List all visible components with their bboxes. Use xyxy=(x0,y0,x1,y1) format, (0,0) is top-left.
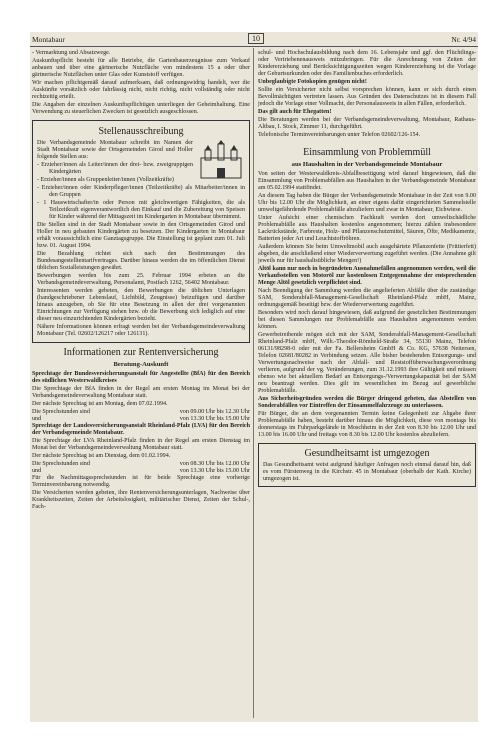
hours-label: und xyxy=(32,468,42,474)
rente-title: Informationen zur Rentenversicherung xyxy=(63,347,219,358)
problem-para: Altöl kann nur noch in begründeten Ausnahmefällen angenommen werden, weil die Verkaufsstellen von Motoröl zur kostenlosen Entgegennahme der entsprechenden Menge Altöl gesetzlich verpflichtet sind. xyxy=(258,266,476,286)
gesund-para: Das Gesundheitsamt weist aufgrund häufiger Anfragen noch einmal darauf hin, daß es vom Fürstenweg in die Kirchstr. 45 in Montabaur (oberhalb der Kath. Kirche) umgezogen ist. xyxy=(263,462,471,482)
problem-para: Unter Aufsicht einer chemischen Fachkraft werden dort umweltschädliche Problemabfälle aus Haushalten kostenlos angenommen; hierzu zählen insbesondere Lackrückstände, Farbreste, Holz- und Pflanzenschutzmittel, Säuren, Öfte, Medikamente, Batterien jeder Art und Leuchtstoffröhren. xyxy=(258,215,476,242)
stellen-para: Nähere Informationen können erfragt werden bei der Verbandsgemeindeverwaltung Montabaur (Tel. 02602/126217 oder 126131). xyxy=(37,324,245,337)
stellen-item: - 1 Hauswirtschafter/in oder Person mit gleichwertigen Fähigkeiten, die als Teilzeitkraft eigenverantwortlich den Einkauf und die Zubereitung von Speisen für Kinder während der Mittagszeit im Kindergarten in Montabaur übernimmt. xyxy=(37,200,245,220)
hours-row xyxy=(32,468,250,475)
hours-value: von 09.00 Uhr bis 12.30 Uhr xyxy=(179,409,250,415)
stellen-item: - Erzieher/innen oder Kinderpfleger/innen (Teilzeitkräfte) als Mitarbeiter/innen in den Gruppen xyxy=(37,185,245,198)
rente-heading: Sprechtage der Landesversicherungsanstalt Rheinland-Pfalz (LVA) für den Bereich der Verbandsgemeinde Montabaur. xyxy=(32,423,250,436)
problem-para: Besonders wird noch darauf hingewiesen, daß aufgrund der gesetzlichen Bestimmungen bei diesen Sammlungen nur Problemabfälle aus Haushalten angenommen werden können. xyxy=(258,310,476,330)
page-header xyxy=(30,32,478,47)
gesund-title: Gesundheitsamt ist umgezogen xyxy=(304,448,430,459)
fotokopie-heading: Unbeglaubigte Fotokopien genügen nicht! xyxy=(258,79,367,85)
hours-row xyxy=(32,461,250,468)
left-column xyxy=(32,50,250,512)
rente-para: Die Versicherten werden gebeten, ihre Rentenversicherungsunterlagen, Nachweise über Krankheitszeiten, Zeiten der Arbeitslosigkeit, militärischer Dienst, Zeiten der Schul-, Fach- xyxy=(32,490,250,510)
intro-para: - Vermarktung und Absatzwege. xyxy=(32,50,111,56)
header-page-number: 10 xyxy=(248,33,264,44)
hours-label: und xyxy=(32,416,42,422)
hours-label: Die Sprechstunden sind xyxy=(32,409,90,415)
header-issue: Nr. 4/94 xyxy=(451,35,476,44)
intro-para: Die Angaben der einzelnen Auskunftspflichtigen unterliegen der Geheimhaltung. Eine Verwendung zu steuerlichen Zwecken ist gesetzlich ausgeschlossen. xyxy=(32,102,250,115)
rente-para: Die Sprechtage der BfA finden in der Regel am ersten Montag im Monat bei der Verbandsgemeindeverwaltung Montabaur statt. xyxy=(32,386,250,399)
rente-para: Der nächste Sprechtag ist am Dienstag, dem 01.02.1994. xyxy=(32,453,171,459)
problem-title: Einsammlung von Problemmüll xyxy=(303,147,431,158)
hours-row xyxy=(32,416,250,423)
hours-row xyxy=(32,409,250,416)
beratung-para: Die Beratungen werden bei der Verbandsgemeindeverwaltung, Montabaur, Rathaus-Altbau, I. Stock, Zimmer 11, durchgeführt. xyxy=(258,117,476,130)
problem-para: An diesem Tag haben die Bürger der Verbandsgemeinde Montabaur in der Zeit von 9.00 Uhr bis 12.00 Uhr die Möglichkeit, an einer eigens dafür eingerichteten Sammelstelle umweltgefährdende Problemabfälle abzuliefern und zwar in Montabaur, Eichwiese. xyxy=(258,193,476,213)
rente-para: Der nächste Sprechtag ist am Montag, dem 07.02.1994. xyxy=(32,401,168,407)
column-divider xyxy=(253,48,254,718)
problem-subtitle: aus Haushalten in der Verbandsgemeinde Montabaur xyxy=(291,161,443,168)
problem-para: Aus Sicherheitsgründen werden die Bürger dringend gebeten, das Abstellen von Sonderabfällen vor Eintreffen der Einsammelfahrzeuge zu unterlassen. xyxy=(258,396,476,409)
problem-para: Außerdem können Sie beim Umweltmobil auch ausgehärtete Pflanzenfette (Frittierfett) abgeben, die anschließend einer Wiederverwertung zugeführt werden. (Die Annahme gilt jeweils nur für haushaltsübliche Mengen!) xyxy=(258,244,476,264)
newspaper-page xyxy=(30,32,478,722)
rente-subtitle: Beratung-Auskunft xyxy=(113,361,169,368)
intro-para: Wir machen pflichtgemäß darauf aufmerksam, daß ordnungswidrig handelt, wer die Auskünfte vorsätzlich oder fahrlässig nicht, nicht richtig, nicht vollständig oder nicht rechtzeitig erteilt. xyxy=(32,80,250,100)
fotokopie-para: Sollte ein Versicherter nicht selbst vorsprechen können, kann er sich durch einen Bevollmächtigten vertreten lassen. Aus Gründen des Datenschutzes ist in diesem Fall jedoch die Vorlage einer Vollmacht, der Personalausweis in allen Fällen, erforderlich. xyxy=(258,87,476,107)
problem-para: Nach Beendigung der Sammlung werden die angelieferten Abfälle über die zuständige SAM, Sonderabfall-Management-Gesellschaft Rheinland-Pfalz mbH, Mainz, ordnungsgemäß beseitigt bzw. der Wiederverwertung zugeführt. xyxy=(258,288,476,308)
stellen-para: Die Stellen sind in der Stadt Montabaur sowie in den Ortsgemeinden Girod und Holler in neu gebauten Kindergärten zu besetzen. Der Kindergarten in Montabaur erhält voraussichtlich eine Ganztagsgruppe. Die Einstellung ist geplant zum 01. Juli bzw. 01. August 1994. xyxy=(37,222,245,249)
stellen-intro: Die Verbandsgemeinde Montabaur schreibt im Namen der Stadt Montabaur sowie der Ortsgemeinden Girod und Holler folgende Stellen aus: xyxy=(37,140,193,160)
stellen-para: Bewerbungen werden bis zum 25. Februar 1994 erbeten an die Verbandsgemeindeverwaltung, Personalamt, Postfach 1262, 56402 Montabaur. xyxy=(37,273,245,286)
rente-heading: Sprechtage der Bundesversicherungsanstalt für Angestellte (BfA) für den Bereich des südlichen Westerwaldkreises xyxy=(32,371,250,384)
hours-label: Die Sprechstunden sind xyxy=(32,461,90,467)
stellen-item: - Erzieher/innen als Leiter/innen der drei- bzw. zweigruppigen Kindergärten xyxy=(37,162,193,175)
right-column xyxy=(258,50,476,487)
stellen-box xyxy=(32,120,250,343)
rente-para: Die Sprechtage der LVA Rheinland-Pfalz finden in der Regel am ersten Dienstag im Monat bei der Verbandsgemeindeverwaltung Montabaur statt. xyxy=(32,438,250,451)
hours-value: von 13.30 Uhr bis 15.00 Uhr xyxy=(179,416,250,422)
stellen-title: Stellenausschreibung xyxy=(98,126,184,137)
hours-value: von 13.30 Uhr bis 15.00 Uhr xyxy=(179,468,250,474)
intro-para: Auskunftspflicht besteht für alle Betriebe, die Gartenbauerzeugnisse zum Verkauf anbauen und über eine gärtnerische Nutzfläche von mindestens 15 a oder über gärtnerische Nutzflächen unter Glas oder Kunststoff verfügen. xyxy=(32,58,250,78)
tel-para: Telefonische Terminvereinbarungen unter Telefon 02602/126-154. xyxy=(258,132,421,138)
rente-cont-para: schul- und Hochschulausbildung nach dem 16. Lebensjahr und ggf. den Flüchtlings- oder Vertriebenenausweis mitzubringen. Für die Anrechnung von Zeiten der Kindererziehung und Berücksichtigungszeiten wegen Kindererziehung ist die Vorlage der Geburtsurkunden oder des Familienbuches erforderlich. xyxy=(258,50,476,77)
stellen-para: Interessenten werden gebeten, den Bewerbungen die üblichen Unterlagen (handgeschriebener Lebenslauf, Lichtbild, Zeugnisse) beizufügen und darüber hinaus anzugeben, ob Sie für eine Besetzung in allen der drei vorgenannten Einrichtungen zur Verfügung stehen bzw. ob die Bewerbung sich lediglich auf eine dieser neu einzurichtenden Kindergärten bezieht. xyxy=(37,288,245,322)
rente-para: Für die Nachmittagssprechstunden ist für beide Sprechtage eine vorherige Terminvereinbarung notwendig. xyxy=(32,475,250,488)
problem-para: Für Bürger, die an dem vorgenannten Termin keine Gelegenheit zur Abgabe ihrer Problemabfälle haben, besteht darüber hinaus die Möglichkeit, diese von montags bis donnerstags im Fuhrparkgelände in Moschheim in der Zeit von 8.30 bis 12.00 Uhr und 13.00 bis 16.00 Uhr und freitags von 8.30 bis 12.00 Uhr kostenlos abzuliefern. xyxy=(258,411,476,438)
header-town: Montabaur xyxy=(32,35,65,44)
hours-value: von 08.30 Uhr bis 12.00 Uhr xyxy=(179,461,250,467)
problem-para: Gewerbetreibende mögen sich mit der SAM, Sonderabfall-Management-Gesellschaft Rheinland-Pfalz mbH, Wilh.-Theodor-Römheld-Straße 34, 55130 Mainz, Telefon 06131/98298-0 oder mit der Fa. Bellersheim GmbH & Co. KG, 57638 Neitersen, Telefon 02681/80282 in Verbindung setzen. Alle bisher bestehenden Entsorgungs- und Verwertungsnachweise nach der Abfall- und Reststoffüberwachungsverordnung verlieren, aufgrund der vg. Veränderungen, zum 31.12.1993 ihre Gültigkeit und müssen ebenso wie bei aktuellem Bedarf an Entsorgungs-/Verwertungskapazität bei der SAM neu beantragt werden. Dies gilt im wesentlichen im Bezug auf gewerbliche Problemabfälle. xyxy=(258,332,476,394)
town-emblem-icon xyxy=(197,140,245,180)
gesund-box xyxy=(258,443,476,487)
stellen-para: Die Bezahlung richtet sich nach den Bestimmungen des Bundesangestelltentarifvertrages. Darüber hinaus werden die im öffentlichen Dienst üblichen Sozialleistungen gewährt. xyxy=(37,251,245,271)
stellen-item: - Erzieher/innen als Gruppenleiter/innen (Vollzeitkräfte) xyxy=(37,177,174,183)
problem-para: Von seiten der Westerwaldkreis-Abfallbeseitigung wird darauf hingewiesen, daß die Einsammlung von Problemabfällen aus Haushalten in der Verbandsgemeinde Montabaur am 05.02.1994 stattfindet. xyxy=(258,171,476,191)
fotokopie-end: Das gilt auch für Ehegatten! xyxy=(258,109,332,115)
